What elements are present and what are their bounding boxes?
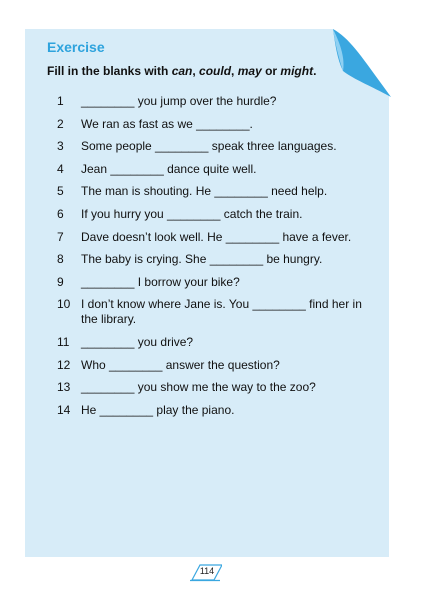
question-number: 7 xyxy=(57,229,64,244)
modal-can: can xyxy=(171,64,193,78)
question-item xyxy=(55,380,375,395)
question-text: Dave doesn’t look well. He ________ have a fever. xyxy=(81,229,352,244)
instruction-sep2: , xyxy=(231,64,238,78)
question-text: We ran as fast as we ________. xyxy=(81,116,253,131)
question-text: ________ you jump over the hurdle? xyxy=(81,94,277,108)
question-item xyxy=(55,184,375,199)
exercise-instruction xyxy=(47,64,316,78)
question-number: 11 xyxy=(57,334,70,349)
question-text: He ________ play the piano. xyxy=(81,402,235,417)
question-text: ________ you show me the way to the zoo? xyxy=(81,380,316,395)
question-text: ________ I borrow your bike? xyxy=(81,274,240,289)
question-number: 14 xyxy=(57,402,71,417)
question-number: 13 xyxy=(57,380,71,395)
question-item xyxy=(55,335,375,350)
question-text: Who ________ answer the question? xyxy=(81,357,280,372)
question-number: 4 xyxy=(57,161,64,176)
modal-might: might xyxy=(280,64,314,78)
question-item xyxy=(55,358,375,373)
instruction-sep1: , xyxy=(192,64,200,78)
question-item xyxy=(55,94,375,109)
question-item xyxy=(55,275,375,290)
question-item xyxy=(55,207,375,222)
question-number: 10 xyxy=(57,297,71,312)
instruction-or: or xyxy=(261,64,281,78)
question-number: 12 xyxy=(57,357,71,372)
question-text: ________ you drive? xyxy=(81,334,194,349)
question-text: Some people ________ speak three languages. xyxy=(81,139,337,154)
question-number: 3 xyxy=(57,139,64,154)
question-number: 2 xyxy=(57,116,64,131)
question-number: 9 xyxy=(57,274,64,289)
question-text: Jean ________ dance quite well. xyxy=(81,161,257,176)
question-item xyxy=(55,297,375,327)
question-item xyxy=(55,162,375,177)
question-text: The man is shouting. He ________ need help. xyxy=(81,184,328,199)
question-number: 5 xyxy=(57,184,64,199)
exercise-title: Exercise xyxy=(47,39,105,55)
question-number: 8 xyxy=(57,252,64,267)
instruction-end: . xyxy=(313,64,317,78)
question-list xyxy=(55,94,375,425)
instruction-prefix: Fill in the blanks with xyxy=(47,64,172,78)
question-item xyxy=(55,117,375,132)
question-number: 1 xyxy=(57,94,64,108)
question-item xyxy=(55,230,375,245)
modal-may: may xyxy=(237,64,262,78)
question-text: If you hurry you ________ catch the train. xyxy=(81,206,303,221)
question-item xyxy=(55,139,375,154)
question-number: 6 xyxy=(57,206,64,221)
question-text: The baby is crying. She ________ be hungry. xyxy=(81,252,323,267)
modal-could: could xyxy=(199,64,232,78)
question-text: I don’t know where Jane is. You ________ find her in the library. xyxy=(81,297,362,327)
page-curl-icon xyxy=(333,29,391,97)
question-item xyxy=(55,252,375,267)
page-number: 114 xyxy=(199,566,215,576)
question-item xyxy=(55,403,375,418)
